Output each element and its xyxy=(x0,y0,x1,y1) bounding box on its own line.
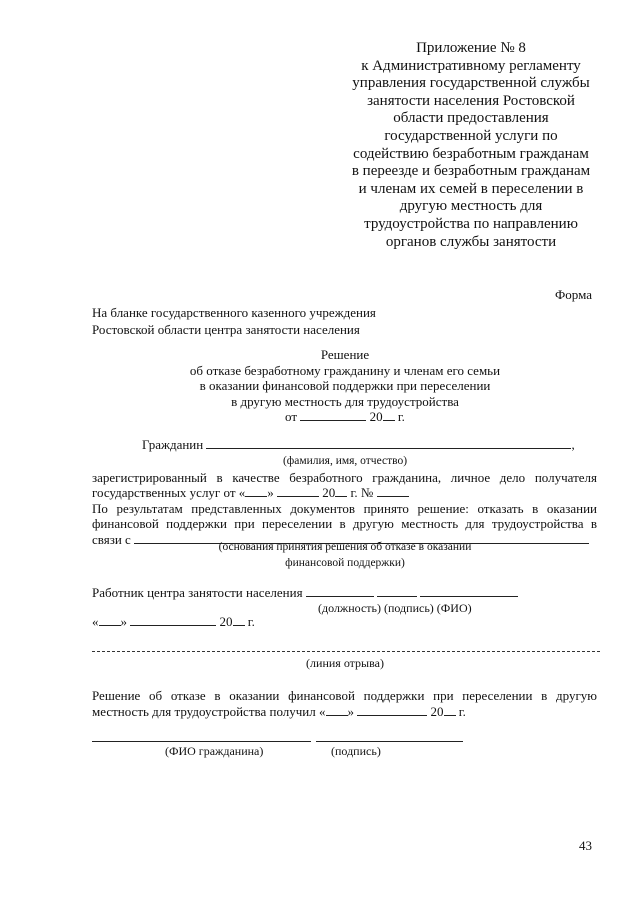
body-text-fragment: связи с xyxy=(92,531,131,547)
worker-date-fragment: г. xyxy=(247,614,255,629)
receipt-month-field[interactable] xyxy=(357,704,427,716)
receipt-fragment: 20 xyxy=(430,704,444,719)
decision-date-year: 20 xyxy=(369,409,383,424)
form-label: Форма xyxy=(555,287,592,302)
body-text-fragment: государственных услуг от « xyxy=(92,485,246,501)
appendix-line: управления государственной службы xyxy=(352,75,590,92)
receipt-year-field[interactable] xyxy=(444,704,456,716)
body-line: финансовой поддержки при переселении в другую местность для трудоустройства в xyxy=(92,516,597,532)
receipt-day-field[interactable] xyxy=(326,704,348,716)
worker-date-fragment: « xyxy=(92,614,99,629)
citizen-caption: (фамилия, имя, отчество) xyxy=(282,455,408,467)
registration-year-field[interactable] xyxy=(335,485,347,497)
worker-position-field[interactable] xyxy=(306,585,374,597)
decision-subtitle: в другую местность для трудоустройства xyxy=(231,393,459,409)
citizen-signature-field[interactable] xyxy=(316,741,463,742)
letterhead-line: Ростовской области центра занятости населения xyxy=(92,322,360,337)
case-number-field[interactable] xyxy=(377,485,409,497)
appendix-line: и членам их семей в переселении в xyxy=(358,180,584,197)
decision-date-suffix: г. xyxy=(397,409,405,424)
appendix-line: к Административному регламенту xyxy=(361,57,581,74)
registration-day-field[interactable] xyxy=(245,485,267,497)
worker-month-field[interactable] xyxy=(130,614,216,626)
appendix-line: другую местность для xyxy=(399,198,543,215)
decision-subtitle: в оказании финансовой поддержки при переселении xyxy=(199,378,491,393)
worker-date xyxy=(92,614,255,630)
worker-day-field[interactable] xyxy=(99,614,121,626)
decision-date-field[interactable] xyxy=(300,409,366,421)
page-number: 43 xyxy=(579,838,592,853)
letterhead-line: На бланке государственного казенного учреждения xyxy=(92,305,376,320)
body-text-fragment: г. № xyxy=(350,485,374,501)
receipt-fragment: местность для трудоустройства получил « xyxy=(92,704,326,719)
appendix-header xyxy=(340,40,602,251)
decision-title: Решение xyxy=(320,347,370,362)
citizen-fio-caption: (ФИО гражданина) xyxy=(165,744,264,758)
worker-fio-field[interactable] xyxy=(420,585,518,597)
citizen-trailing: , xyxy=(571,437,575,452)
receipt-block xyxy=(92,688,597,720)
decision-date xyxy=(90,409,600,425)
tear-line xyxy=(92,651,600,652)
decision-subtitle: об отказе безработному гражданину и членам его семьи xyxy=(189,362,501,378)
citizen-fio-field[interactable] xyxy=(92,741,311,742)
receipt-line-date xyxy=(92,704,597,720)
worker-date-fragment: » xyxy=(120,614,127,629)
basis-caption-line: финансовой поддержки) xyxy=(285,556,405,569)
decision-title-block xyxy=(90,347,600,425)
body-text-fragment: » xyxy=(267,485,274,501)
appendix-line: органов службы занятости xyxy=(385,233,557,250)
citizen-name-field[interactable] xyxy=(206,437,571,449)
body-line-registration xyxy=(92,485,597,500)
citizen-signature-caption: (подпись) xyxy=(331,744,381,758)
receipt-fragment: » xyxy=(347,704,354,719)
tear-caption: (линия отрыва) xyxy=(306,656,384,670)
appendix-line: государственной услуги по xyxy=(384,127,558,144)
basis-caption xyxy=(90,540,600,571)
worker-signature-field[interactable] xyxy=(377,585,417,597)
decision-body xyxy=(92,470,597,547)
appendix-line: трудоустройства по направлению xyxy=(364,215,578,232)
basis-caption-line: (основания принятия решения об отказе в оказании xyxy=(218,541,472,553)
receipt-line: Решение об отказе в оказании финансовой поддержки при переселении в другую xyxy=(92,688,597,703)
worker-year-field[interactable] xyxy=(233,614,245,626)
appendix-line: занятости населения Ростовской xyxy=(367,92,575,109)
appendix-line: в переезде и безработным гражданам xyxy=(351,163,591,180)
appendix-line: содействию безработным гражданам xyxy=(353,145,589,162)
body-line: зарегистрированный в качестве безработного гражданина, личное дело получателя xyxy=(92,470,597,485)
registration-month-field[interactable] xyxy=(277,485,319,497)
appendix-line: области предоставления xyxy=(393,110,549,127)
decision-date-prefix: от xyxy=(285,409,298,424)
worker-label: Работник центра занятости населения xyxy=(92,585,303,600)
citizen-label: Гражданин xyxy=(142,437,204,452)
worker-row xyxy=(92,585,518,601)
letterhead xyxy=(92,304,376,338)
appendix-line: Приложение № 8 xyxy=(416,40,526,56)
citizen-row xyxy=(142,437,575,453)
decision-year-field[interactable] xyxy=(383,409,395,421)
body-line: По результатам представленных документов принято решение: отказать в оказании xyxy=(92,500,597,516)
receipt-fragment: г. xyxy=(458,704,466,719)
worker-caption: (должность) (подпись) (ФИО) xyxy=(318,601,472,615)
worker-date-fragment: 20 xyxy=(219,614,233,629)
body-text-fragment: 20 xyxy=(322,485,336,501)
